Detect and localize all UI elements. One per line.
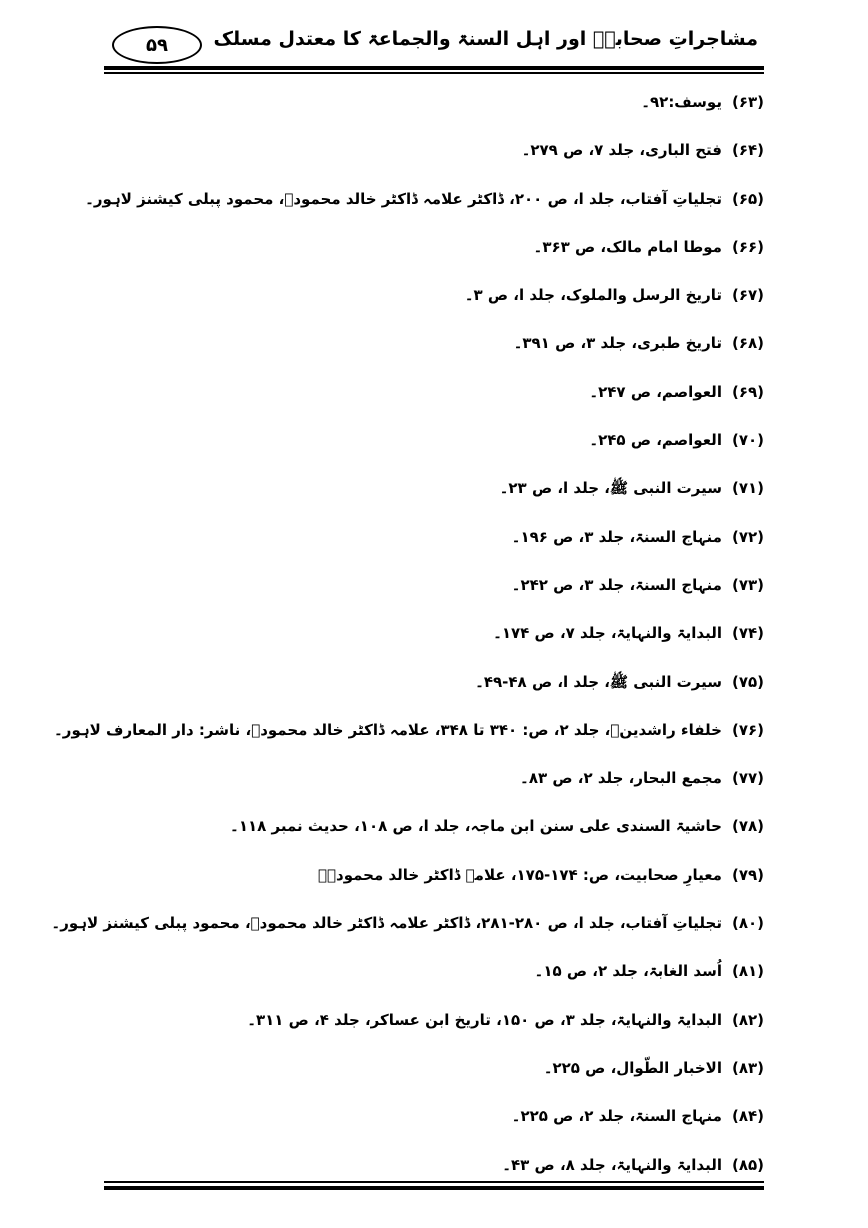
- reference-item: [64, 609, 764, 657]
- header-rule-thin: [104, 72, 764, 74]
- reference-item: [64, 802, 764, 850]
- reference-item: [64, 996, 764, 1044]
- reference-text: منہاج السنۃ، جلد ۳، ص ۲۴۲۔: [511, 575, 722, 594]
- reference-text: العواصم، ص ۲۴۷۔: [589, 382, 722, 401]
- reference-number: (۸۲): [731, 1010, 764, 1029]
- reference-number: (۷۶): [731, 720, 764, 739]
- page-number: ۵۹: [146, 34, 168, 56]
- reference-text: معیارِ صحابیت، ص: ۱۷۴-۱۷۵، علامہ ڈاکٹر خالد محمودؒ۔: [318, 865, 722, 884]
- reference-text: البدایۃ والنہایۃ، جلد ۳، ص ۱۵۰، تاریخ ابن عساکر، جلد ۴، ص ۳۱۱۔: [247, 1010, 722, 1029]
- reference-item: [64, 78, 764, 126]
- reference-number: (۶۴): [731, 141, 764, 160]
- reference-text: یوسف:۹۲۔: [641, 93, 722, 111]
- reference-number: (۷۸): [731, 817, 764, 836]
- page-header: [104, 22, 764, 68]
- references-list: [51, 78, 764, 1189]
- reference-text: تاریخ طبری، جلد ۳، ص ۳۹۱۔: [513, 334, 722, 353]
- reference-number: (۶۳): [731, 93, 764, 111]
- reference-text: فتح الباری، جلد ۷، ص ۲۷۹۔: [521, 141, 722, 160]
- reference-text: العواصم، ص ۲۴۵۔: [589, 431, 722, 450]
- reference-item: [64, 271, 764, 319]
- reference-number: (۷۵): [731, 672, 764, 691]
- reference-number: (۸۵): [731, 1155, 764, 1174]
- reference-text: منہاج السنۃ، جلد ۲، ص ۲۲۵۔: [511, 1107, 722, 1126]
- reference-text: تاریخ الرسل والملوک، جلد ا، ص ۳۔: [464, 286, 722, 305]
- reference-number: (۶۷): [731, 286, 764, 305]
- reference-text: تجلیاتِ آفتاب، جلد ا، ص ۲۸۰-۲۸۱، ڈاکٹر علامہ ڈاکٹر خالد محمودؒ، محمود پبلی کیشنز لاہور۔: [51, 914, 722, 933]
- reference-text: حاشیۃ السندی علی سنن ابن ماجہ، جلد ا، ص ۱۰۸، حدیث نمبر ۱۱۸۔: [230, 817, 722, 836]
- reference-text: سیرت النبی ﷺ، جلد ا، ص ۴۸-۴۹۔: [475, 672, 722, 691]
- reference-item: [64, 223, 764, 271]
- reference-number: (۶۸): [731, 334, 764, 353]
- reference-text: سیرت النبی ﷺ، جلد ا، ص ۲۳۔: [499, 479, 722, 498]
- reference-item: [64, 319, 764, 367]
- reference-item: [64, 561, 764, 609]
- reference-text: الاخبار الطّوال، ص ۲۲۵۔: [543, 1058, 722, 1077]
- reference-item: [64, 754, 764, 802]
- reference-item: [64, 1044, 764, 1092]
- reference-item: [64, 368, 764, 416]
- reference-item: [64, 1092, 764, 1140]
- reference-number: (۷۷): [731, 769, 764, 788]
- reference-text: منہاج السنۃ، جلد ۳، ص ۱۹۶۔: [511, 527, 722, 546]
- reference-item: [54, 706, 764, 754]
- reference-text: موطا امام مالک، ص ۳۶۳۔: [533, 237, 722, 256]
- reference-number: (۷۹): [731, 865, 764, 884]
- reference-number: (۷۱): [731, 479, 764, 498]
- reference-text: البدایۃ والنہایۃ، جلد ۸، ص ۴۳۔: [502, 1155, 722, 1174]
- footer-rule-thick: [104, 1186, 764, 1190]
- header-rule-thick: [104, 66, 764, 70]
- reference-item: [64, 126, 764, 174]
- running-title: مشاجراتِ صحابہؓ اور اہل السنۃ والجماعۃ کا معتدل مسلک: [213, 28, 758, 50]
- reference-text: تجلیاتِ آفتاب، جلد ا، ص ۲۰۰، ڈاکٹر علامہ ڈاکٹر خالد محمودؒ، محمود پبلی کیشنز لاہور۔: [85, 189, 722, 208]
- reference-number: (۸۳): [731, 1058, 764, 1077]
- reference-item: [64, 416, 764, 464]
- reference-item: [64, 513, 764, 561]
- reference-number: (۸۴): [731, 1107, 764, 1126]
- reference-number: (۷۲): [731, 527, 764, 546]
- reference-number: (۶۹): [731, 382, 764, 401]
- footer-rule-thin: [104, 1181, 764, 1183]
- reference-number: (۷۰): [731, 431, 764, 450]
- reference-text: مجمع البحار، جلد ۲، ص ۸۳۔: [520, 769, 722, 788]
- reference-text: البدایۃ والنہایۃ، جلد ۷، ص ۱۷۴۔: [493, 624, 722, 643]
- reference-number: (۸۱): [731, 962, 764, 981]
- reference-number: (۷۳): [731, 575, 764, 594]
- reference-number: (۸۰): [731, 914, 764, 933]
- reference-item: [64, 658, 764, 706]
- reference-item: [64, 851, 764, 899]
- reference-item: [64, 464, 764, 512]
- reference-item: [51, 899, 764, 947]
- reference-item: [64, 175, 764, 223]
- page-number-badge: [112, 26, 202, 64]
- reference-number: (۷۴): [731, 624, 764, 643]
- reference-text: خلفاء راشدینؓ، جلد ۲، ص: ۳۴۰ تا ۳۴۸، علامہ ڈاکٹر خالد محمودؒ، ناشر: دار المعارف لاہور۔: [54, 720, 722, 739]
- reference-item: [64, 947, 764, 995]
- reference-text: اُسد الغابۃ، جلد ۲، ص ۱۵۔: [534, 962, 722, 981]
- reference-number: (۶۵): [731, 189, 764, 208]
- reference-number: (۶۶): [731, 237, 764, 256]
